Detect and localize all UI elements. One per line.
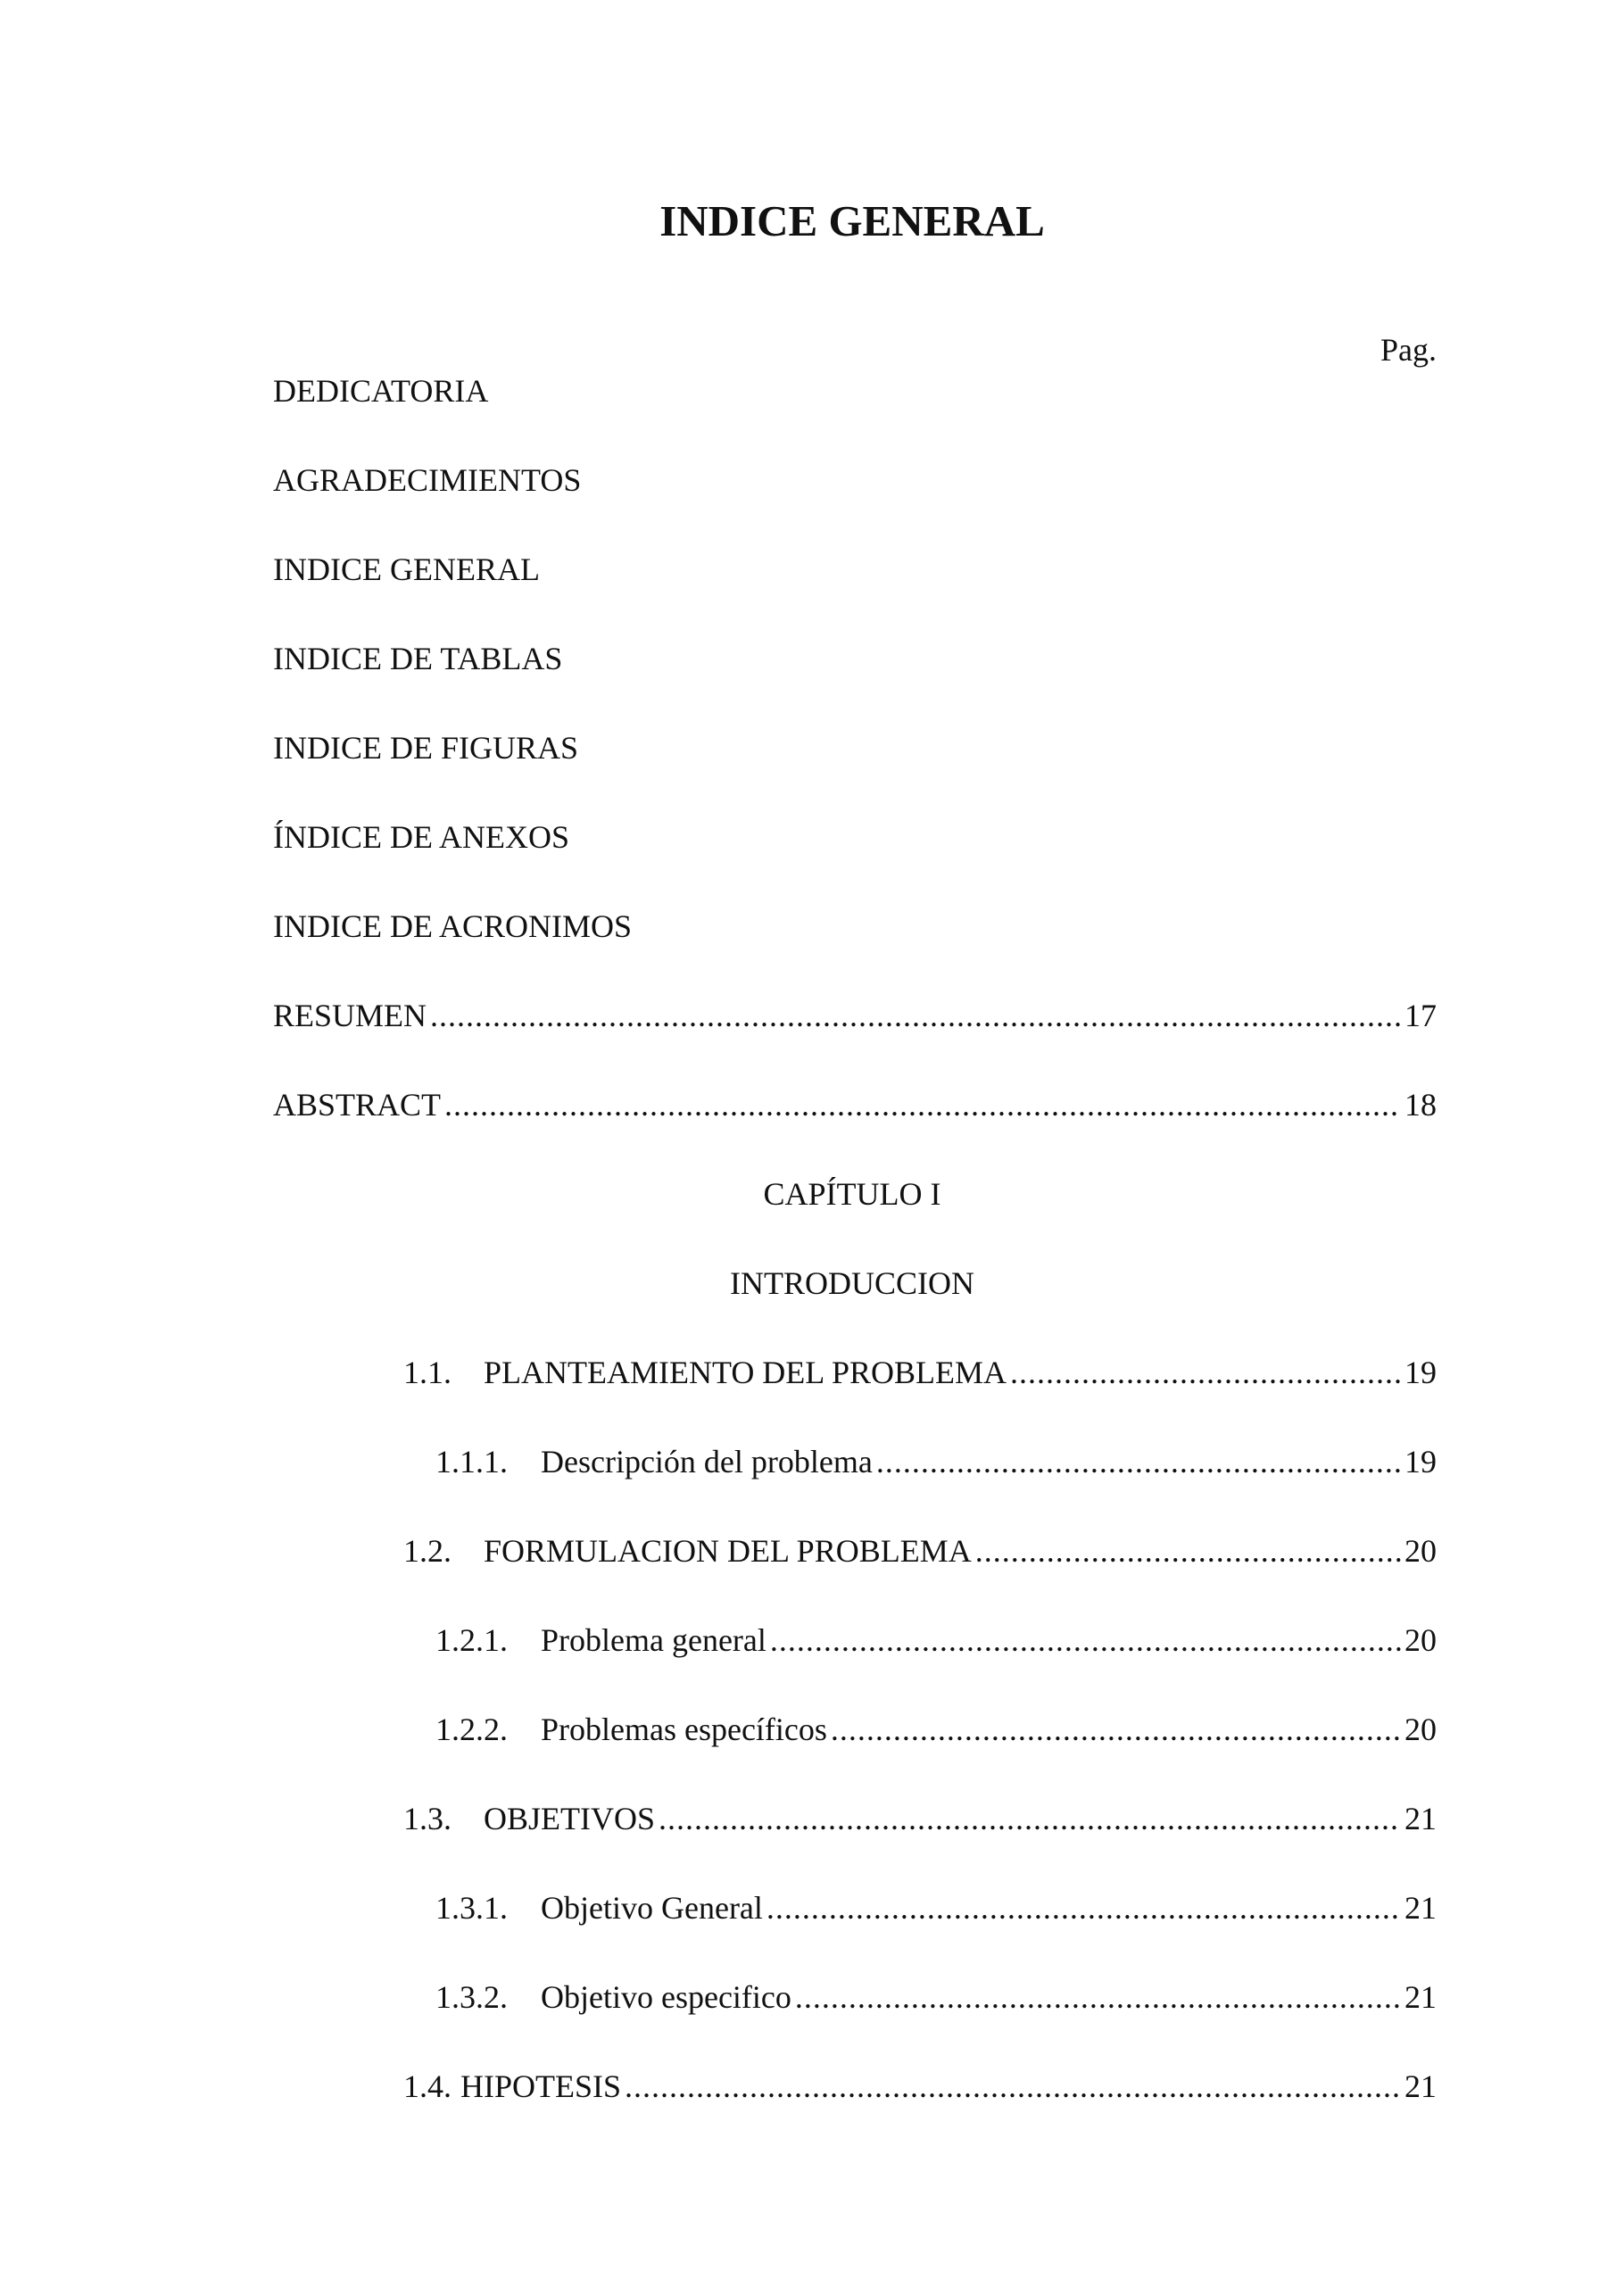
dot-leader [444,1085,1401,1124]
toc-entry-indice-acronimos[interactable]: INDICE DE ACRONIMOS [273,908,633,944]
dot-leader [876,1442,1401,1481]
dot-leader [975,1531,1401,1571]
toc-page-number: 21 [1404,1801,1437,1836]
toc-page-number: 21 [1404,1890,1437,1926]
section-title: OBJETIVOS [484,1801,656,1836]
toc-page-number: 21 [1404,2068,1437,2104]
section-title: Problema general [541,1622,766,1658]
toc-page-number: 17 [1404,998,1437,1033]
section-number: 1.1. [403,1355,452,1390]
page-title: INDICE GENERAL [659,196,1045,245]
toc-entry-dedicatoria[interactable]: DEDICATORIA [273,373,489,409]
section-number: 1.1.1. [435,1444,508,1480]
toc-page-number: 19 [1404,1444,1437,1480]
section-number: 1.2.1. [435,1622,508,1658]
dot-leader [770,1620,1401,1660]
section-number: 1.2.2. [435,1712,508,1747]
toc-section-1-3-2[interactable] [435,1977,1437,2017]
toc-entry-indice-tablas[interactable]: INDICE DE TABLAS [273,641,563,676]
dot-leader [430,996,1401,1035]
section-number: 1.3. [403,1801,452,1836]
chapter-label: CAPÍTULO I [763,1176,941,1212]
toc-entry-indice-figuras[interactable]: INDICE DE FIGURAS [273,730,578,766]
section-number: 1.3.2. [435,1979,508,2015]
chapter-name: INTRODUCCION [730,1265,974,1301]
toc-page-number: 21 [1404,1979,1437,2015]
dot-leader [831,1710,1401,1749]
toc-entry-agradecimientos[interactable]: AGRADECIMIENTOS [273,462,582,498]
toc-entry-resumen[interactable] [273,996,1437,1035]
section-number: 1.2. [403,1533,452,1569]
section-title: Objetivo especifico [541,1979,791,2015]
toc-section-1-4[interactable] [403,2067,1437,2106]
toc-entry-text: RESUMEN [273,998,427,1033]
section-title: Problemas específicos [541,1712,827,1747]
dot-leader [766,1888,1401,1927]
toc-entry-indice-anexos[interactable]: ÍNDICE DE ANEXOS [273,819,569,855]
toc-section-1-2[interactable] [403,1531,1437,1571]
section-title: PLANTEAMIENTO DEL PROBLEMA [484,1355,1007,1390]
toc-page-number: 20 [1404,1533,1437,1569]
section-number: 1.3.1. [435,1890,508,1926]
toc-page-number: 20 [1404,1712,1437,1747]
section-number: 1.4. [403,2068,452,2104]
toc-section-1-2-1[interactable] [435,1620,1437,1660]
toc-page-number: 20 [1404,1622,1437,1658]
toc-section-1-3[interactable] [403,1799,1437,1838]
toc-section-1-2-2[interactable] [435,1710,1437,1749]
section-title: Objetivo General [541,1890,763,1926]
toc-section-1-1[interactable] [403,1353,1437,1392]
dot-leader [1010,1353,1401,1392]
dot-leader [625,2067,1401,2106]
toc-entry-indice-general[interactable]: INDICE GENERAL [273,551,540,587]
section-title: FORMULACION DEL PROBLEMA [484,1533,972,1569]
page-column-label: Pag. [1380,332,1437,368]
toc-page-number: 19 [1404,1355,1437,1390]
dot-leader [795,1977,1401,2017]
dot-leader [659,1799,1401,1838]
toc-section-1-1-1[interactable] [435,1442,1437,1481]
toc-page-number: 18 [1404,1087,1437,1123]
section-title: Descripción del problema [541,1444,873,1480]
section-title: HIPOTESIS [460,2068,622,2104]
toc-entry-abstract[interactable] [273,1085,1437,1124]
toc-section-1-3-1[interactable] [435,1888,1437,1927]
toc-entry-text: ABSTRACT [273,1087,442,1123]
